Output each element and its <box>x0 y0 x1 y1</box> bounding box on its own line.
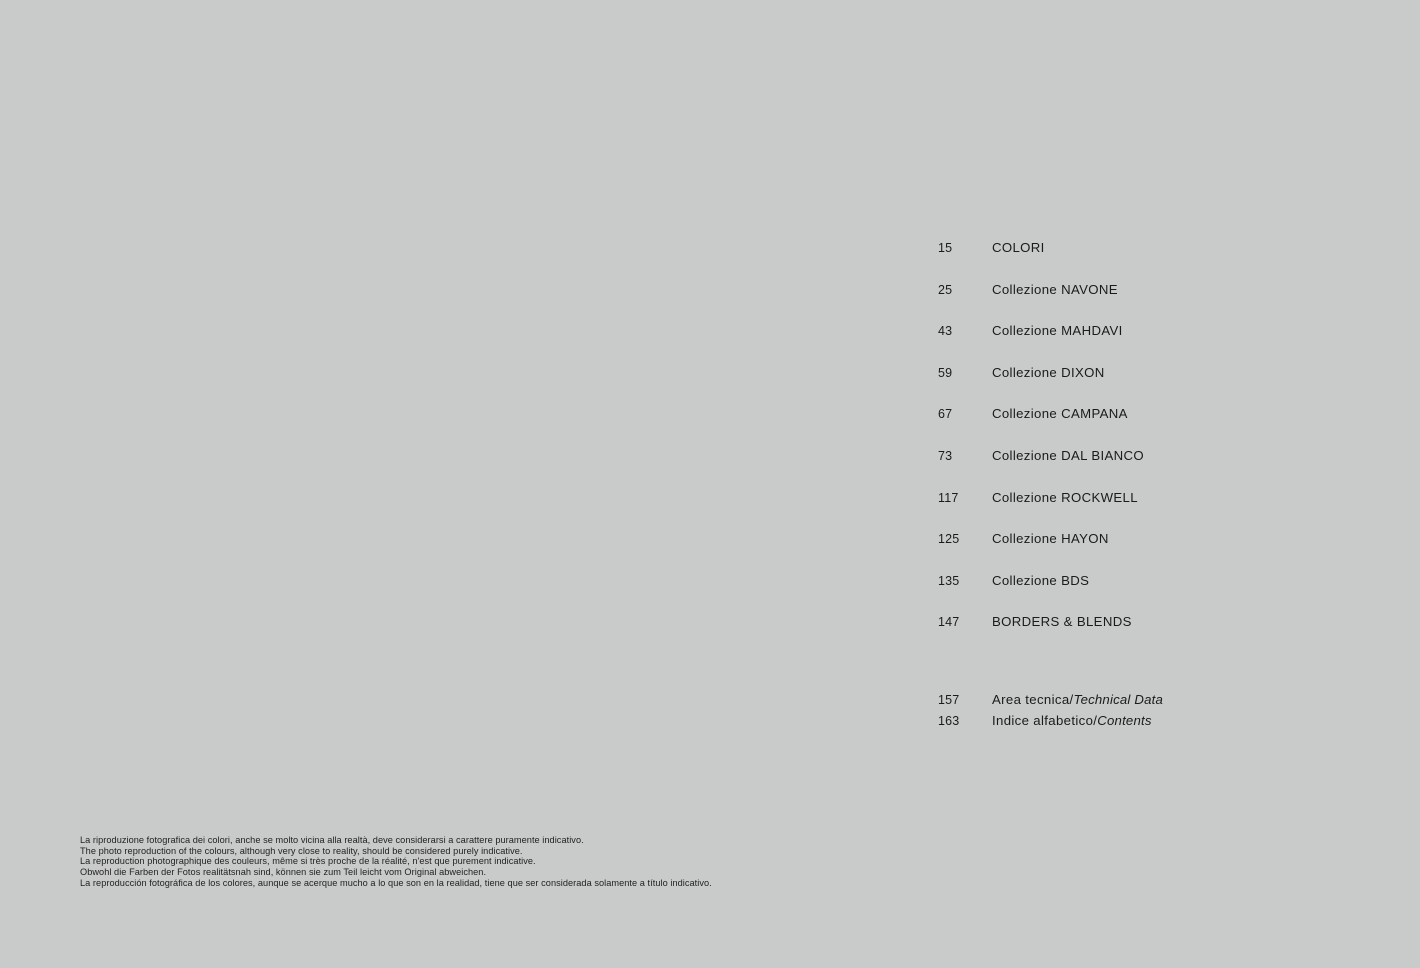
toc-entry-title-translation: Contents <box>1097 712 1152 728</box>
toc-page-number: 25 <box>938 282 953 297</box>
toc-page-number: 117 <box>938 490 959 505</box>
toc-entry-title: Collezione CAMPANA <box>992 406 1128 422</box>
table-of-contents <box>938 240 1358 734</box>
toc-page-number: 59 <box>938 365 953 380</box>
disclaimer-line-it: La riproduzione fotografica dei colori, anche se molto vicina alla realtà, deve considerarsi a carattere puramente indicativo. <box>80 835 584 845</box>
disclaimer-line-es: La reproducción fotográfica de los colores, aunque se acerque mucho a lo que son en la realidad, tiene que ser considerada solamente a título indicativo. <box>80 877 712 888</box>
toc-page-number: 125 <box>938 532 960 547</box>
toc-page-number: 43 <box>938 324 953 339</box>
toc-entry[interactable] <box>938 490 1358 532</box>
toc-entry-title: Indice alfabetico/Contents <box>992 712 1152 728</box>
toc-entry-title: Area tecnica/Technical Data <box>992 691 1164 707</box>
colour-disclaimer <box>80 835 840 889</box>
toc-page-number: 135 <box>938 573 960 588</box>
toc-entry-title: Collezione MAHDAVI <box>992 323 1123 339</box>
toc-entry-title: Collezione DIXON <box>992 364 1105 380</box>
toc-entry-title: Collezione NAVONE <box>992 281 1118 297</box>
toc-page-number: 15 <box>938 241 953 255</box>
toc-entry[interactable] <box>938 692 1358 713</box>
toc-entry[interactable] <box>938 531 1358 573</box>
toc-entry[interactable] <box>938 713 1358 734</box>
disclaimer-line-de: Obwohl die Farben der Fotos realitätsnah sind, können sie zum Teil leicht vom Original abweichen. <box>80 867 487 878</box>
toc-page-number: 67 <box>938 407 953 422</box>
toc-entry-title: COLORI <box>992 240 1045 255</box>
toc-entry[interactable] <box>938 240 1358 282</box>
disclaimer-line-fr: La reproduction photographique des couleurs, même si très proche de la réalité, n'est que purement indicative. <box>80 856 536 867</box>
disclaimer-line-en: The photo reproduction of the colours, although very close to reality, should be considered purely indicative. <box>80 845 523 856</box>
toc-entry[interactable] <box>938 282 1358 324</box>
toc-entry[interactable] <box>938 573 1358 615</box>
toc-entry-title: Collezione HAYON <box>992 531 1109 547</box>
toc-entry-title: BORDERS & BLENDS <box>992 614 1132 630</box>
toc-section-gap <box>938 656 1358 692</box>
toc-page-number: 163 <box>938 713 960 728</box>
toc-entry[interactable] <box>938 448 1358 490</box>
toc-entry-title: Collezione DAL BIANCO <box>992 447 1144 463</box>
toc-entry[interactable] <box>938 365 1358 407</box>
toc-page-number: 157 <box>938 692 960 707</box>
toc-entry-title: Collezione BDS <box>992 572 1090 588</box>
toc-entry[interactable] <box>938 406 1358 448</box>
toc-entry-title-translation: Technical Data <box>1073 691 1164 707</box>
toc-entry-title: Collezione ROCKWELL <box>992 489 1138 505</box>
toc-page-number: 73 <box>938 448 953 463</box>
toc-entry[interactable] <box>938 323 1358 365</box>
toc-page-number: 147 <box>938 615 960 630</box>
toc-entry[interactable] <box>938 614 1358 656</box>
